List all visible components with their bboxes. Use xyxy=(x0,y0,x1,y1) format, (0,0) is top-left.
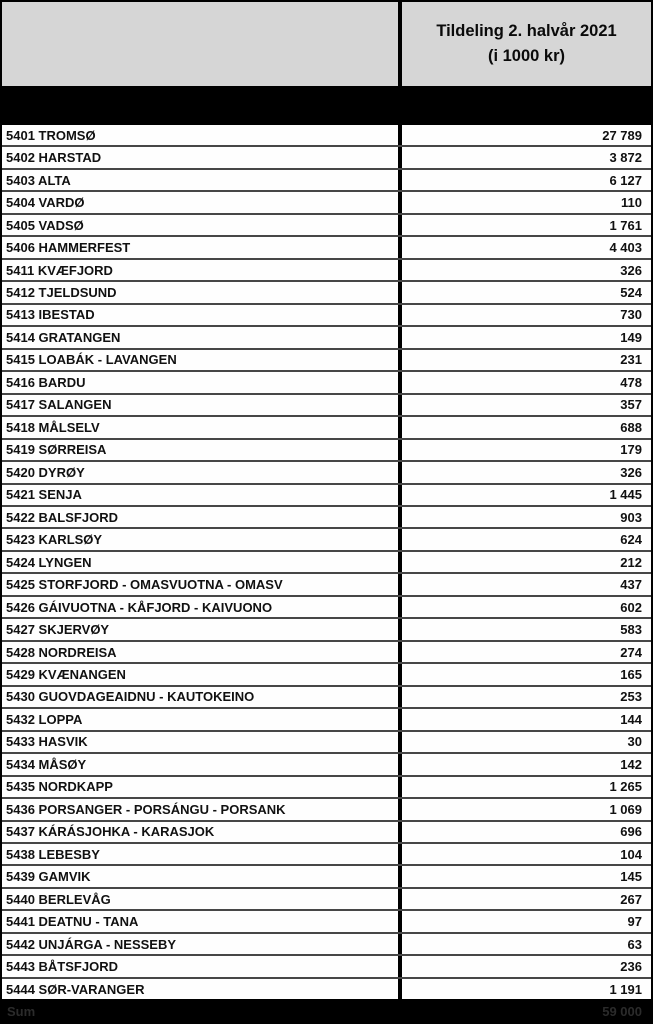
table-row xyxy=(2,822,651,844)
table-row xyxy=(2,911,651,933)
allocation-cell: 688 xyxy=(398,417,651,437)
municipality-cell: 5421 SENJA xyxy=(6,487,82,503)
table-row xyxy=(2,529,651,551)
table-row xyxy=(2,687,651,709)
header-title-line1: Tildeling 2. halvår 2021 xyxy=(436,22,617,41)
table-row xyxy=(2,305,651,327)
allocation-cell: 1 069 xyxy=(398,799,651,819)
municipality-cell: 5402 HARSTAD xyxy=(6,150,102,166)
allocation-cell: 3 872 xyxy=(398,147,651,167)
allocation-cell: 1 761 xyxy=(398,215,651,235)
municipality-cell: 5432 LOPPA xyxy=(6,711,83,727)
allocation-cell: 145 xyxy=(398,866,651,886)
table-row xyxy=(2,844,651,866)
municipality-cell: 5403 ALTA xyxy=(6,172,71,188)
table-row xyxy=(2,440,651,462)
table-row xyxy=(2,260,651,282)
municipality-cell: 5423 KARLSØY xyxy=(6,532,103,548)
municipality-cell: 5440 BERLEVÅG xyxy=(6,891,111,907)
table-row xyxy=(2,327,651,349)
allocation-cell: 97 xyxy=(398,911,651,931)
table-row xyxy=(2,485,651,507)
municipality-cell: 5404 VARDØ xyxy=(6,195,85,211)
allocation-cell: 142 xyxy=(398,754,651,774)
municipality-cell: 5439 GAMVIK xyxy=(6,869,91,885)
municipality-cell: 5422 BALSFJORD xyxy=(6,509,118,525)
allocation-cell: 524 xyxy=(398,282,651,302)
table-row xyxy=(2,462,651,484)
header-empty-cell xyxy=(2,2,398,86)
municipality-cell: 5406 HAMMERFEST xyxy=(6,240,131,256)
municipality-cell: 5441 DEATNU - TANA xyxy=(6,914,139,930)
table-row xyxy=(2,597,651,619)
allocation-cell: 1 265 xyxy=(398,777,651,797)
municipality-cell: 5425 STORFJORD - OMASVUOTNA - OMASV xyxy=(6,577,283,593)
municipality-cell: 5444 SØR-VARANGER xyxy=(6,981,145,997)
table-row xyxy=(2,395,651,417)
municipality-cell: 5428 NORDREISA xyxy=(6,644,117,660)
table-row xyxy=(2,934,651,956)
allocation-cell: 27 789 xyxy=(398,125,651,145)
allocation-cell: 326 xyxy=(398,462,651,482)
municipality-cell: 5442 UNJÁRGA - NESSEBY xyxy=(6,936,177,952)
allocation-cell: 624 xyxy=(398,529,651,549)
allocation-cell: 267 xyxy=(398,889,651,909)
sum-value: 59 000 xyxy=(602,1004,642,1019)
municipality-cell: 5413 IBESTAD xyxy=(6,307,95,323)
municipality-cell: 5434 MÅSØY xyxy=(6,756,87,772)
table-row xyxy=(2,642,651,664)
municipality-cell: 5424 LYNGEN xyxy=(6,554,92,570)
municipality-cell: 5429 KVÆNANGEN xyxy=(6,666,126,682)
municipality-cell: 5416 BARDU xyxy=(6,374,86,390)
table-row xyxy=(2,372,651,394)
table-row xyxy=(2,417,651,439)
header-title-line2: (i 1000 kr) xyxy=(487,47,566,65)
separator-band xyxy=(2,86,651,125)
table-row xyxy=(2,552,651,574)
table-row xyxy=(2,574,651,596)
allocation-cell: 4 403 xyxy=(398,237,651,257)
allocation-cell: 236 xyxy=(398,956,651,976)
municipality-cell: 5405 VADSØ xyxy=(6,217,84,233)
allocation-cell: 110 xyxy=(398,192,651,212)
municipality-cell: 5415 LOABÁK - LAVANGEN xyxy=(6,352,177,368)
table-row xyxy=(2,192,651,214)
table-row xyxy=(2,979,651,999)
municipality-cell: 5401 TROMSØ xyxy=(6,127,96,143)
table-header xyxy=(2,2,651,86)
municipality-cell: 5414 GRATANGEN xyxy=(6,329,121,345)
allocation-cell: 104 xyxy=(398,844,651,864)
municipality-cell: 5435 NORDKAPP xyxy=(6,779,113,795)
table-row xyxy=(2,170,651,192)
table-row xyxy=(2,507,651,529)
municipality-cell: 5443 BÅTSFJORD xyxy=(6,959,118,975)
allocation-cell: 437 xyxy=(398,574,651,594)
allocation-cell: 274 xyxy=(398,642,651,662)
municipality-cell: 5417 SALANGEN xyxy=(6,397,112,413)
municipality-cell: 5420 DYRØY xyxy=(6,464,85,480)
municipality-cell: 5426 GÁIVUOTNA - KÅFJORD - KAIVUONO xyxy=(6,599,273,615)
allocation-cell: 602 xyxy=(398,597,651,617)
table-row xyxy=(2,889,651,911)
allocation-cell: 326 xyxy=(398,260,651,280)
allocation-cell: 63 xyxy=(398,934,651,954)
table-row xyxy=(2,350,651,372)
allocation-cell: 730 xyxy=(398,305,651,325)
table-row xyxy=(2,732,651,754)
allocation-cell: 149 xyxy=(398,327,651,347)
municipality-cell: 5412 TJELDSUND xyxy=(6,285,117,301)
allocation-cell: 231 xyxy=(398,350,651,370)
table-row xyxy=(2,754,651,776)
table-row xyxy=(2,799,651,821)
allocation-cell: 357 xyxy=(398,395,651,415)
allocation-cell: 144 xyxy=(398,709,651,729)
table-row xyxy=(2,619,651,641)
header-allocation-cell xyxy=(398,2,651,86)
allocation-cell: 696 xyxy=(398,822,651,842)
sum-row xyxy=(2,999,651,1024)
allocation-cell: 6 127 xyxy=(398,170,651,190)
table-row xyxy=(2,777,651,799)
table-row xyxy=(2,956,651,978)
allocation-cell: 165 xyxy=(398,664,651,684)
table-body xyxy=(2,125,651,999)
municipality-cell: 5433 HASVIK xyxy=(6,734,88,750)
allocation-cell: 253 xyxy=(398,687,651,707)
allocation-cell: 583 xyxy=(398,619,651,639)
table-row xyxy=(2,237,651,259)
municipality-cell: 5430 GUOVDAGEAIDNU - KAUTOKEINO xyxy=(6,689,255,705)
municipality-cell: 5427 SKJERVØY xyxy=(6,622,110,638)
municipality-cell: 5419 SØRREISA xyxy=(6,442,107,458)
municipality-cell: 5437 KÁRÁSJOHKA - KARASJOK xyxy=(6,824,215,840)
table-row xyxy=(2,215,651,237)
municipality-cell: 5438 LEBESBY xyxy=(6,846,100,862)
municipality-cell: 5411 KVÆFJORD xyxy=(6,262,113,278)
allocation-cell: 30 xyxy=(398,732,651,752)
allocation-cell: 1 191 xyxy=(398,979,651,999)
allocation-cell: 478 xyxy=(398,372,651,392)
allocation-cell: 179 xyxy=(398,440,651,460)
allocation-cell: 212 xyxy=(398,552,651,572)
table-row xyxy=(2,709,651,731)
table-row xyxy=(2,664,651,686)
table-row xyxy=(2,282,651,304)
table-row xyxy=(2,147,651,169)
municipality-cell: 5418 MÅLSELV xyxy=(6,419,100,435)
allocation-cell: 1 445 xyxy=(398,485,651,505)
allocation-cell: 903 xyxy=(398,507,651,527)
table-row xyxy=(2,866,651,888)
municipality-cell: 5436 PORSANGER - PORSÁNGU - PORSANK xyxy=(6,801,286,817)
table-row xyxy=(2,125,651,147)
sum-label: Sum xyxy=(7,1004,36,1019)
